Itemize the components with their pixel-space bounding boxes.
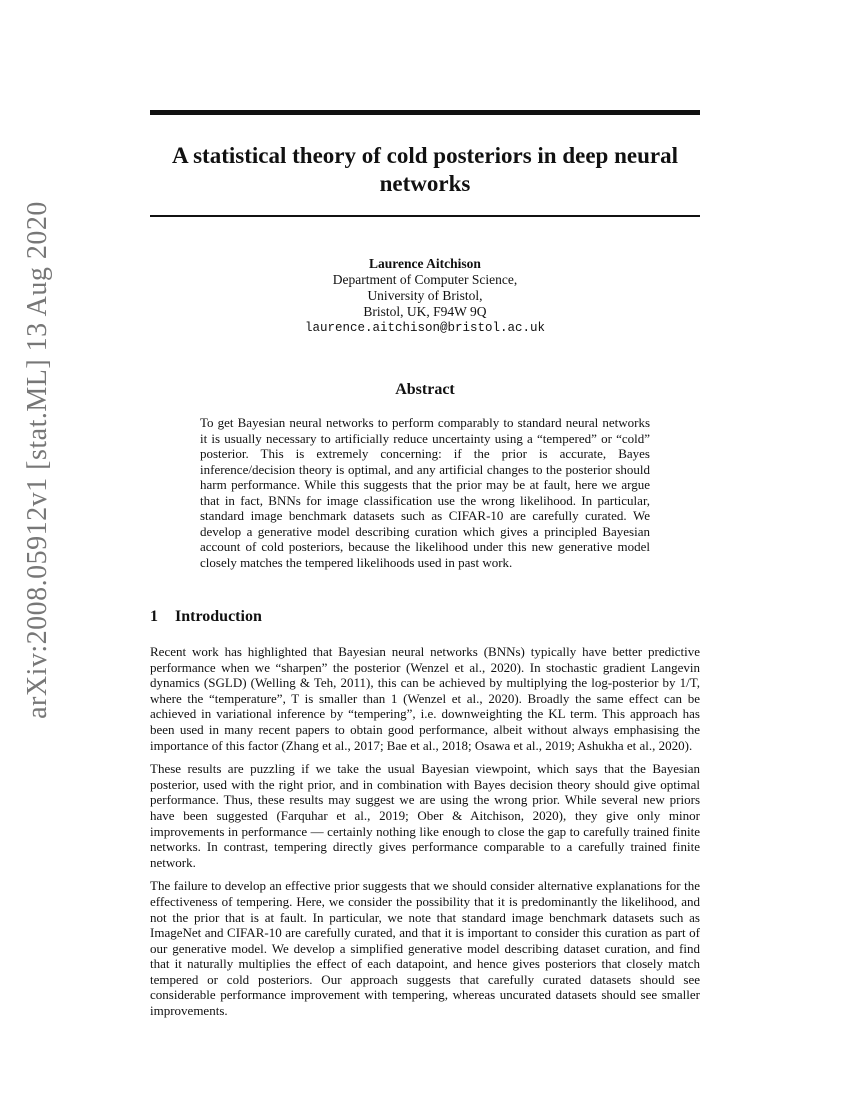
paragraph: Recent work has highlighted that Bayesian neural networks (BNNs) typically have better predictive performance when we “sharpen” the posterior (Wenzel et al., 2020). In stochastic gradient Langevin dynamics (SGLD) (Welling & Teh, 2011), this can be achieved by multiplying the log-posterior by 1/T, where the “temperature”, T is smaller than 1 (Wenzel et al., 2020). Broadly the same effect can be achieved in variational inference by “tempering”, i.e. downweighting the KL term. This approach has been used in many recent papers to obtain good performance, albeit without always emphasising the importance of this factor (Zhang et al., 2017; Bae et al., 2018; Osawa et al., 2019; Ashukha et al., 2020). (150, 644, 700, 753)
introduction-body (150, 644, 700, 1019)
arxiv-identifier-text: arXiv:2008.05912v1 [stat.ML] 13 Aug 2020 (22, 201, 53, 719)
paragraph: The failure to develop an effective prior suggests that we should consider alternative explanations for the effectiveness of tempering. Here, we consider the possibility that it is predominantly the likelihood, and not the prior that is at fault. In particular, we note that standard image benchmark datasets such as ImageNet and CIFAR-10 are carefully curated, and that it is important to consider this curation as part of our generative model. We develop a simplified generative model describing dataset curation, and find that it naturally multiplies the effect of each datapoint, and hence gives posteriors that closely match tempered or cold posteriors. Our approach suggests that carefully curated datasets should see considerable performance improvement with tempering, whereas uncurated datasets should see smaller improvements. (150, 878, 700, 1019)
title-top-rule (150, 110, 700, 115)
author-university: University of Bristol, (367, 288, 483, 303)
paper-page (150, 110, 700, 1027)
arxiv-identifier-stamp (16, 201, 60, 719)
paragraph: These results are puzzling if we take the usual Bayesian viewpoint, which says that the Bayesian posterior, used with the right prior, and in combination with Bayes decision theory should give optimal performance. Thus, these results may suggest we are using the wrong prior. While several new priors have been suggested (Farquhar et al., 2019; Ober & Aitchison, 2020), they give only minor improvements in performance — certainly nothing like enough to close the gap to carefully trained finite networks. In contrast, tempering directly gives performance comparable to a carefully trained finite network. (150, 761, 700, 870)
author-name: Laurence Aitchison (369, 256, 481, 271)
abstract-text: To get Bayesian neural networks to perform comparably to standard neural networks it is usually necessary to artificially reduce uncertainty using a “tempered” or “cold” posterior. This is extremely concerning: if the prior is accurate, Bayes inference/decision theory is optimal, and any artificial changes to the posterior should harm performance. While this suggests that the prior may be at fault, here we argue that in fact, BNNs for image classification use the wrong likelihood. In particular, standard image benchmark datasets such as CIFAR-10 are carefully curated. We develop a generative model describing curation which gives a principled Bayesian account of cold posteriors, because the likelihood under this new generative model closely matches the tempered likelihoods used in past work. (200, 415, 650, 570)
author-department: Department of Computer Science, (332, 272, 518, 287)
author-address: Bristol, UK, F94W 9Q (363, 304, 487, 319)
paper-title: A statistical theory of cold posteriors in deep neural networks (172, 143, 678, 196)
section-heading-introduction (150, 608, 700, 626)
section-number: 1 (150, 608, 158, 625)
author-email: laurence.aitchison@bristol.ac.uk (304, 321, 546, 335)
abstract-heading: Abstract (395, 381, 455, 398)
section-title: Introduction (175, 608, 262, 625)
author-block (150, 256, 700, 336)
title-bottom-rule (150, 215, 700, 217)
